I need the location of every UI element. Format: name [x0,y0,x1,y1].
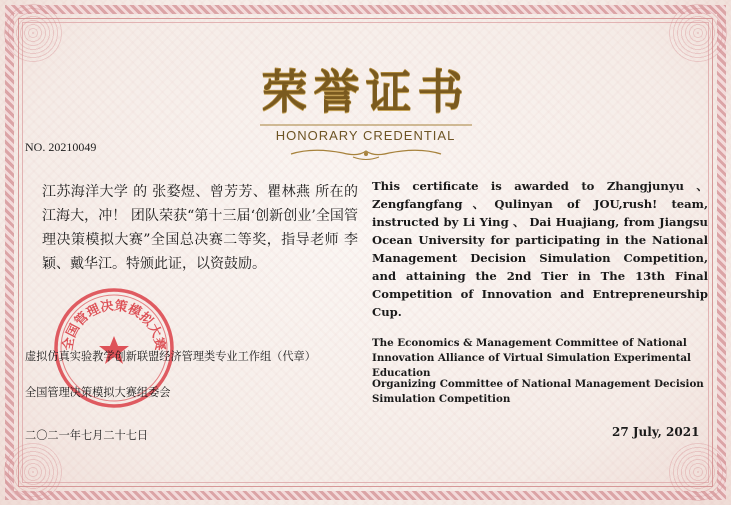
english-body-text: This certificate is awarded to Zhangjunyu 、Zengfangfang、Qulinyan of JOU,rush! team, instructed by Li Ying 、 Dai Huajiang, from Jiangsu Ocean University for participating in the National Management Decision Simulation Competition, and attaining the 2nd Tier in The 13th Final Competition of Innovation and Entrepreneurship Cup. [372,179,708,319]
seal-text: 全国管理决策模拟大赛 [60,298,168,352]
corner-ornament-bottom-right [669,443,727,501]
chinese-date: 二〇二一年七月二十七日 [25,429,149,442]
corner-ornament-bottom-left [4,443,62,501]
certificate-number: NO. 20210049 [25,140,97,154]
flourish-divider-icon [283,145,449,163]
chinese-body-text: 江苏海洋大学 的 张婺煜、曾芳芳、瞿林燕 所在的 江海大，冲！ 团队荣获“第十三届‘创新创业’全国管理决策模拟大赛”全国总决赛二等奖，指导老师 李颖、戴华江。特颁此证，以资鼓励。 [42,184,358,272]
corner-ornament-top-right [669,4,727,62]
english-date: 27 July, 2021 [612,425,700,439]
chinese-organization-1: 虚拟仿真实验教学创新联盟经济管理类专业工作组（代章） [25,350,316,363]
certificate-title: 荣誉证书 [261,65,470,119]
english-organization-1: The Economics & Management Committee of National Innovation Alliance of Virtual Simulation Experimental Education [372,337,691,379]
chinese-organization-2: 全国管理决策模拟大赛组委会 [25,386,171,399]
certificate-subtitle: HONORARY CREDENTIAL [275,128,456,143]
corner-ornament-top-left [4,4,62,62]
english-organization-2: Organizing Committee of National Management Decision Simulation Competition [372,378,704,405]
